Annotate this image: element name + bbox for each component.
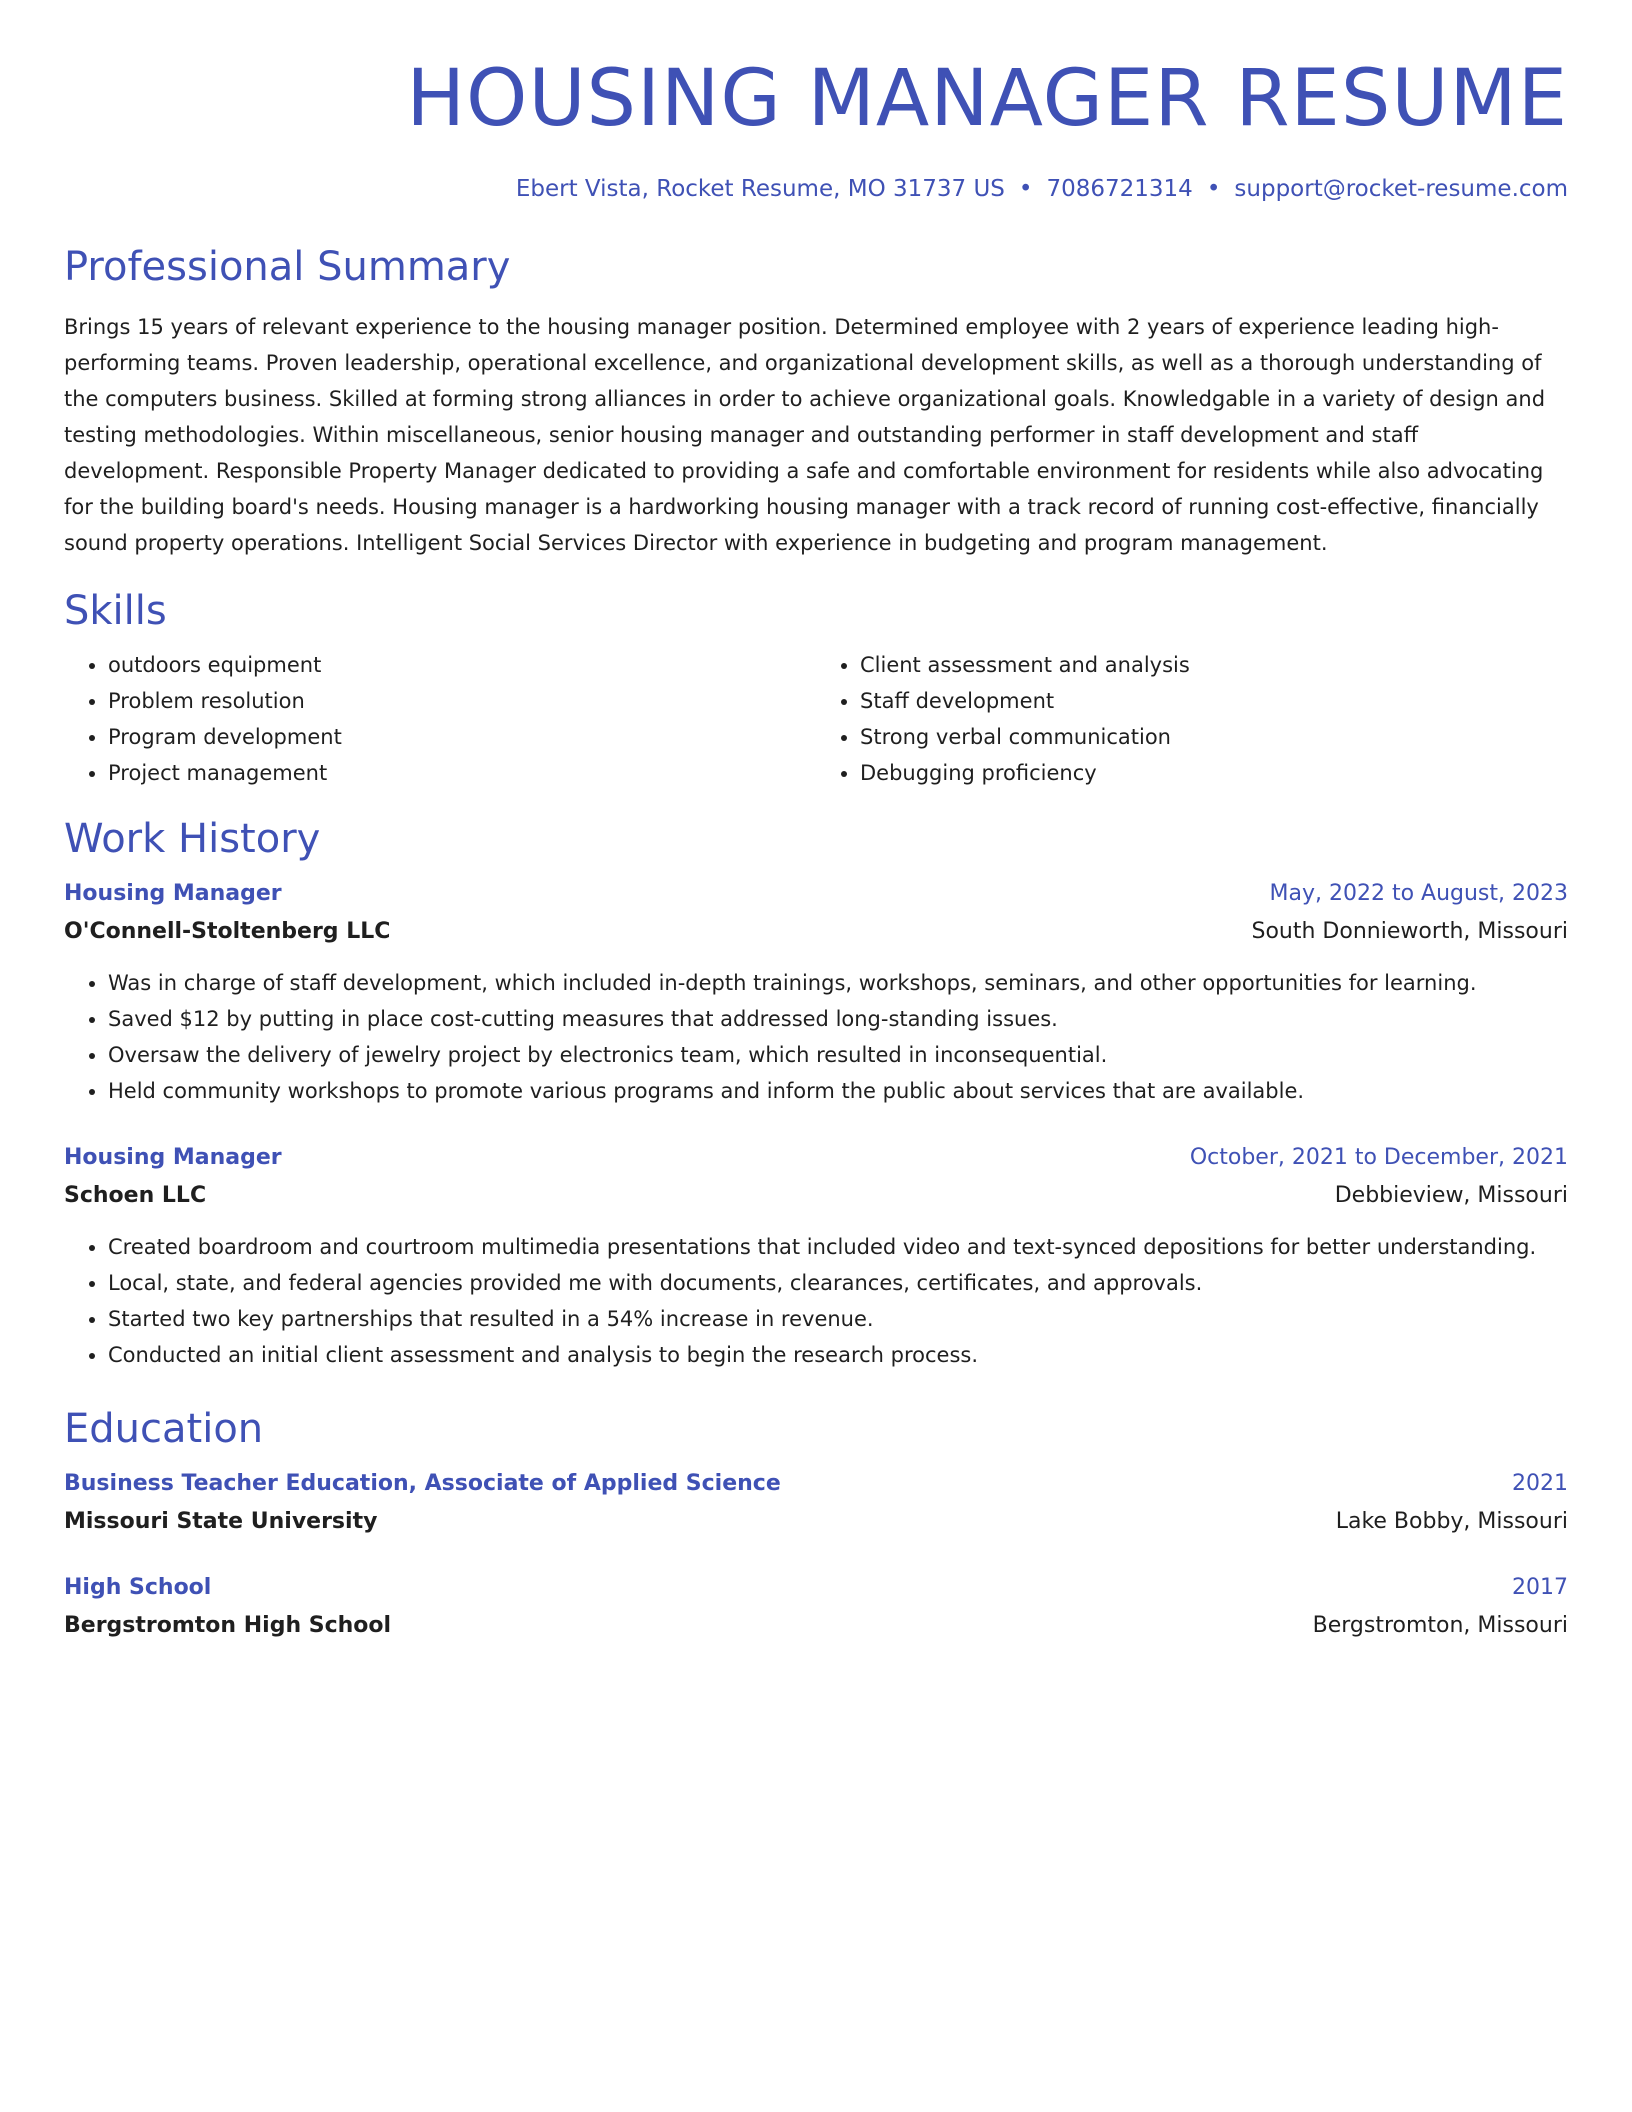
skill-item: • Client assessment and analysis [860, 647, 1568, 683]
skills-section [64, 587, 1568, 791]
education-degree-row [64, 1465, 1568, 1503]
contact-phone: 7086721314 [1046, 175, 1193, 202]
resume-header [64, 55, 1568, 205]
job-bullet: • Held community workshops to promote various programs and inform the public about services that are available. [108, 1073, 1568, 1109]
contact-line [64, 175, 1568, 205]
skill-item: • outdoors equipment [108, 647, 816, 683]
education-location: Lake Bobby, Missouri [1335, 1508, 1568, 1534]
job-location: South Donnieworth, Missouri [1251, 918, 1568, 944]
job-bullet: • Oversaw the delivery of jewelry project by electronics team, which resulted in inconsequential. [108, 1037, 1568, 1073]
education-degree: High School [64, 1574, 212, 1600]
skill-item: • Debugging proficiency [860, 755, 1568, 791]
contact-address: Ebert Vista, Rocket Resume, MO 31737 US [515, 175, 1005, 202]
job-title-row [64, 1139, 1568, 1177]
job-bullets [64, 1229, 1568, 1373]
job-title: Housing Manager [64, 1144, 282, 1170]
job-entry [64, 1139, 1568, 1373]
job-bullet: • Created boardroom and courtroom multimedia presentations that included video and text-synced depositions for better understanding. [108, 1229, 1568, 1265]
job-company: Schoen LLC [64, 1182, 207, 1208]
education-location: Bergstromton, Missouri [1312, 1612, 1568, 1638]
resume-title: HOUSING MANAGER RESUME [406, 54, 1568, 144]
job-company-row [64, 1177, 1568, 1215]
education-year: 2017 [1512, 1574, 1568, 1600]
job-company-row [64, 913, 1568, 951]
job-title-row [64, 875, 1568, 913]
job-entry [64, 875, 1568, 1109]
education-section [64, 1405, 1568, 1645]
work-history-heading: Work History [64, 815, 321, 862]
contact-separator: • [1206, 175, 1221, 202]
education-year: 2021 [1512, 1470, 1568, 1496]
skills-list-right [816, 647, 1568, 791]
contact-email: support@rocket-resume.com [1234, 175, 1568, 202]
education-entry [64, 1569, 1568, 1645]
job-dates: October, 2021 to December, 2021 [1189, 1144, 1568, 1170]
summary-section [64, 243, 1568, 561]
education-degree-row [64, 1569, 1568, 1607]
education-school: Missouri State University [64, 1508, 378, 1534]
skill-item: • Project management [108, 755, 816, 791]
education-entry [64, 1465, 1568, 1541]
job-bullet: • Was in charge of staff development, which included in-depth trainings, workshops, seminars, and other opportunities for learning. [108, 965, 1568, 1001]
education-heading: Education [64, 1405, 264, 1452]
education-school-row [64, 1503, 1568, 1541]
job-bullet: • Local, state, and federal agencies provided me with documents, clearances, certificates, and approvals. [108, 1265, 1568, 1301]
education-school-row [64, 1607, 1568, 1645]
job-bullets [64, 965, 1568, 1109]
summary-text: Brings 15 years of relevant experience to the housing manager position. Determined employee with 2 years of experience leading high-performing teams. Proven leadership, operational excellence, and organizational development skills, as well as a thorough understanding of the computers business. Skilled at forming strong alliances in order to achieve organizational goals. Knowledgable in a variety of design and testing methodologies. Within miscellaneous, senior housing manager and outstanding performer in staff development and staff development. Responsible Property Manager dedicated to providing a safe and comfortable environment for residents while also advocating for the building board's needs. Housing manager is a hardworking housing manager with a track record of running cost-effective, financially sound property operations. Intelligent Social Services Director with experience in budgeting and program management. [64, 314, 1546, 555]
skill-item: • Staff development [860, 683, 1568, 719]
job-location: Debbieview, Missouri [1334, 1182, 1568, 1208]
education-degree: Business Teacher Education, Associate of Applied Science [64, 1470, 781, 1496]
summary-heading: Professional Summary [64, 243, 511, 290]
job-dates: May, 2022 to August, 2023 [1269, 880, 1568, 906]
job-bullet: • Conducted an initial client assessment and analysis to begin the research process. [108, 1337, 1568, 1373]
job-title: Housing Manager [64, 880, 282, 906]
skill-item: • Strong verbal communication [860, 719, 1568, 755]
job-bullet: • Saved $12 by putting in place cost-cutting measures that addressed long-standing issues. [108, 1001, 1568, 1037]
skills-column-left [64, 647, 816, 791]
skills-list-left [64, 647, 816, 791]
job-bullet: • Started two key partnerships that resulted in a 54% increase in revenue. [108, 1301, 1568, 1337]
contact-separator: • [1018, 175, 1033, 202]
job-company: O'Connell-Stoltenberg LLC [64, 918, 391, 944]
skills-grid [64, 647, 1568, 791]
skill-item: • Program development [108, 719, 816, 755]
education-school: Bergstromton High School [64, 1612, 392, 1638]
skill-item: • Problem resolution [108, 683, 816, 719]
skills-column-right [816, 647, 1568, 791]
work-history-section [64, 815, 1568, 1373]
skills-heading: Skills [64, 587, 167, 634]
